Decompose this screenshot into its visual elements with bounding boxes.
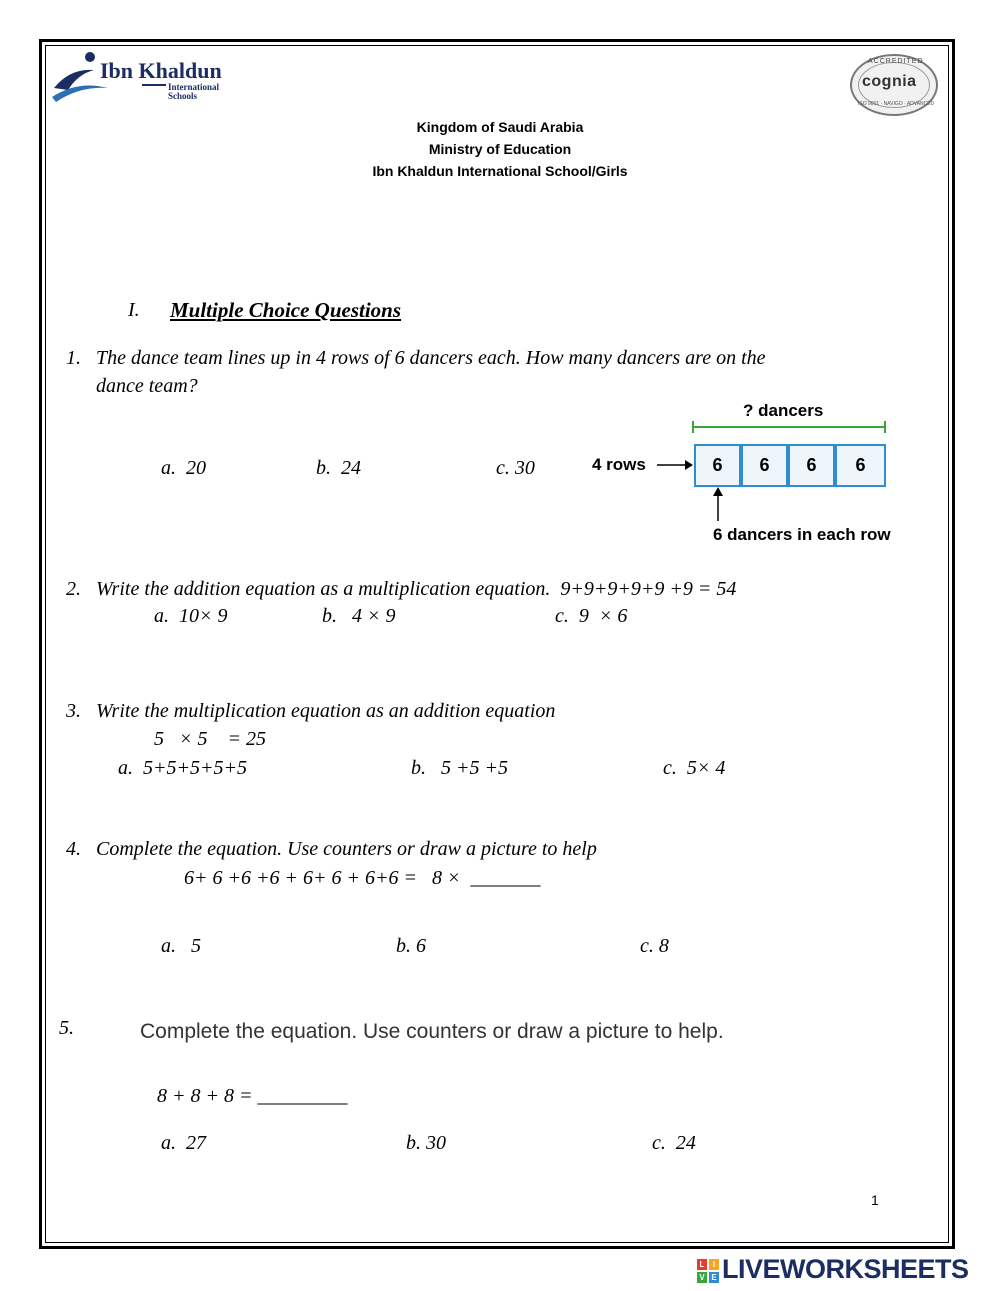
diagram-bottom-label: 6 dancers in each row — [713, 525, 891, 544]
q4-number: 4. — [66, 838, 81, 860]
q4-option-a[interactable]: a. 5 — [161, 935, 201, 957]
logo-sub1: International — [168, 82, 220, 92]
q4-option-b[interactable]: b. 6 — [396, 935, 426, 957]
seal-bottom-text: ISO 9001 · NAVIGO · ADVANCED — [858, 101, 935, 107]
logo-underline — [142, 84, 166, 86]
q3-option-c[interactable]: c. 5× 4 — [663, 757, 726, 779]
q3-equation: 5 × 5 = 25 — [154, 728, 266, 750]
q1-option-c[interactable]: c. 30 — [496, 457, 535, 479]
section-title: Multiple Choice Questions — [170, 298, 402, 322]
watermark-blocks-icon — [697, 1259, 719, 1283]
q3-option-b[interactable]: b. 5 +5 +5 — [411, 757, 508, 779]
q4-option-c[interactable]: c. 8 — [640, 935, 669, 957]
arrow-right-icon — [657, 458, 693, 472]
watermark-text: LIVEWORKSHEETS — [722, 1254, 969, 1284]
q2-option-a[interactable]: a. 10× 9 — [154, 605, 228, 627]
q3-number: 3. — [66, 700, 81, 722]
q5-option-c[interactable]: c. 24 — [652, 1132, 696, 1154]
seal-top-text: ACCREDITED — [868, 58, 924, 65]
q2-option-c[interactable]: c. 9 × 6 — [555, 605, 628, 627]
q5-text: Complete the equation. Use counters or draw a picture to help. — [140, 1020, 724, 1043]
q1-text-line1: The dance team lines up in 4 rows of 6 dancers each. How many dancers are on the — [96, 347, 766, 369]
diagram-left-label: 4 rows — [592, 455, 646, 474]
liveworksheets-logo[interactable] — [697, 1254, 993, 1285]
diagram-bracket — [692, 420, 886, 434]
q1-text-line2: dance team? — [96, 375, 198, 397]
q4-equation: 6+ 6 +6 +6 + 6+ 6 + 6+6 = 8 × _______ — [184, 867, 541, 889]
logo-name: Ibn Khaldun — [100, 58, 222, 83]
diagram-cell: 6 — [741, 444, 788, 487]
arrow-up-icon — [711, 487, 725, 521]
page-number: 1 — [871, 1192, 879, 1208]
q2-text: Write the addition equation as a multiplication equation. 9+9+9+9+9 +9 = 54 — [96, 578, 737, 600]
seal-brand: cognia — [862, 73, 917, 90]
school-logo — [50, 50, 290, 105]
watermark-block: V — [697, 1272, 707, 1283]
diagram-cell: 6 — [835, 444, 886, 487]
section-numeral: I. — [128, 299, 140, 321]
q5-number: 5. — [59, 1017, 74, 1039]
watermark-block: I — [709, 1259, 719, 1270]
diagram-top-label: ? dancers — [743, 401, 824, 420]
q3-text: Write the multiplication equation as an addition equation — [96, 700, 556, 722]
q2-option-b[interactable]: b. 4 × 9 — [322, 605, 396, 627]
q2-number: 2. — [66, 578, 81, 600]
diagram-cell: 6 — [788, 444, 835, 487]
page-border-inner — [45, 45, 949, 1243]
q5-equation: 8 + 8 + 8 = _________ — [157, 1085, 348, 1107]
q1-option-a[interactable]: a. 20 — [161, 457, 206, 479]
header-line-2: Ministry of Education — [428, 141, 572, 157]
q5-option-a[interactable]: a. 27 — [161, 1132, 206, 1154]
watermark-block: E — [709, 1272, 719, 1283]
watermark-block: L — [697, 1259, 707, 1270]
q1-option-b[interactable]: b. 24 — [316, 457, 361, 479]
q3-option-a[interactable]: a. 5+5+5+5+5 — [118, 757, 247, 779]
q5-option-b[interactable]: b. 30 — [406, 1132, 446, 1154]
diagram-cell: 6 — [694, 444, 741, 487]
header-line-1: Kingdom of Saudi Arabia — [416, 119, 584, 135]
q1-number: 1. — [66, 347, 81, 369]
q4-text: Complete the equation. Use counters or draw a picture to help — [96, 838, 597, 860]
header-line-3: Ibn Khaldun International School/Girls — [372, 163, 628, 179]
logo-sub2: Schools — [168, 91, 198, 101]
